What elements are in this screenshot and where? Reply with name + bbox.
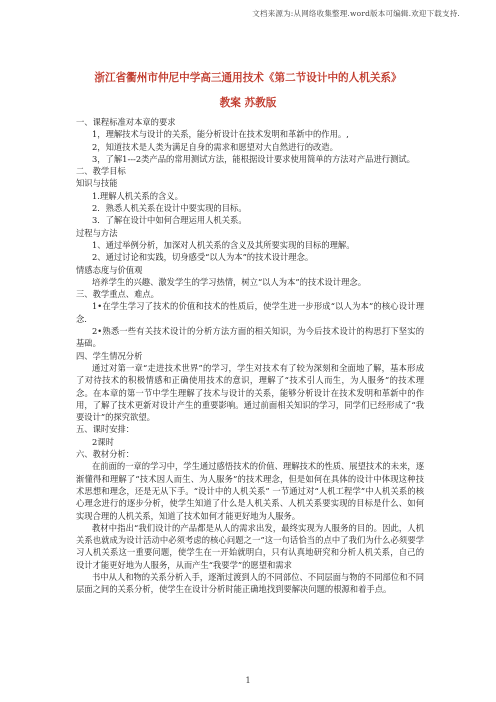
section-heading: 一、课程标准对本章的要求 [76, 117, 176, 127]
subheading: 知识与技能 [76, 178, 118, 189]
list-item: 2．熟悉人机关系在设计中要实现的目标。 [92, 203, 247, 214]
list-item: 1.理解人机关系的含义。 [92, 190, 183, 201]
subheading: 情感态度与价值观 [76, 264, 143, 275]
section-heading: 六、教材分析： [76, 449, 135, 460]
list-item: 2、通过讨论和实践，切身感受“以人为本”的技术设计理念。 [92, 252, 314, 263]
document-body [76, 116, 424, 596]
document-subtitle: 教案 苏教版 [219, 97, 277, 109]
document-title: 浙江省衢州市仲尼中学高三通用技术《第二节设计中的人机关系》 [94, 72, 402, 84]
subheading: 过程与方法 [76, 227, 118, 238]
section-heading: 三、教学重点、难点。 [76, 289, 159, 300]
list-item: 2，知道技术是人类为满足自身的需求和愿望对大自然进行的改造。 [92, 141, 338, 152]
section-heading: 四、学生情况分析 [76, 350, 143, 361]
section-heading: 二、教学目标 [76, 166, 126, 177]
list-item: 3，了解1---2类产品的常用测试方法，能根据设计要求使用简单的方法对产品进行测试。 [92, 153, 415, 164]
header-note: 文档来源为:从网络收集整理.word版本可编辑.欢迎下载支持. [252, 9, 460, 18]
list-item: 1，理解技术与设计的关系，能分析设计在技术发明和革新中的作用。, [92, 129, 349, 140]
section-heading: 五、课时安排： [76, 424, 135, 435]
list-item: 1、通过举例分析，加深对人机关系的含义及其所要实现的目标的理解。 [92, 239, 355, 250]
page-number: 1 [245, 676, 251, 685]
paragraph: 书中从人和物的关系分析入手，逐渐过渡到人的不同部位、不同层面与物的不同部位和不同层面之间的关系分析，使学生在设计分析时能正确地找到要解决问题的根源和着手点。 [76, 571, 424, 595]
list-item: 3．了解在设计中如何合理运用人机关系。 [92, 215, 247, 226]
paragraph: 教材中指出“我们设计的产品都是从人的需求出发，最终实现为人服务的目的。因此，人机关系也就成为设计活动中必须考虑的核心问题之一”这一句话恰当的点中了我们为什么必须要学习人机关系这一重要问题，使学生在一开始就明白，只有认真地研究和分析人机关系，自己的设计才能更好地为人服务，从而产生“我要学”的愿望和需求 [76, 522, 424, 570]
list-item: 2•熟悉一些有关技术设计的分析方法方面的相关知识，为今后技术设计的构思打下坚实的基础。 [76, 326, 424, 349]
paragraph: 2课时 [92, 436, 114, 447]
list-item: 1•在学生学习了技术的价值和技术的性质后，使学生进一步形成“以人为本”的核心设计理念. [76, 301, 424, 324]
paragraph: 培养学生的兴趣、激发学生的学习热情，树立“以人为本”的技术设计理念。 [92, 276, 366, 287]
paragraph: 在前面的一章的学习中，学生通过感悟技术的价值、理解技术的性质、展望技术的未来，逐渐懂得和理解了“技术因人而生、为人服务”的技术理念，但是如何在具体的设计中体现这种技术思想和理念，还是无从下手。“设计中的人机关系” 一节通过对“人机工程学”中人机关系的核心理念进行的逐步分析，使学生知道了什么是人机关系、人机关系要实现的目标是什么、如何实现合理的人机关系，知道了技术如何才能更好地为人服务。 [76, 461, 424, 521]
paragraph: 通过对第一章“走进技术世界”的学习，学生对技术有了较为深刻和全面地了解，基本形成了对待技术的积极情感和正确使用技术的意识，理解了“技术引人而生，为人服务”的技术理念。在本章的第一节中学生理解了技术与设计的关系，能够分析设计在技术发明和革新中的作用，了解了技术更新对设计产生的重要影响。通过前面相关知识的学习，同学们已经形成了“我要设计”的探究欲望。 [76, 362, 424, 423]
